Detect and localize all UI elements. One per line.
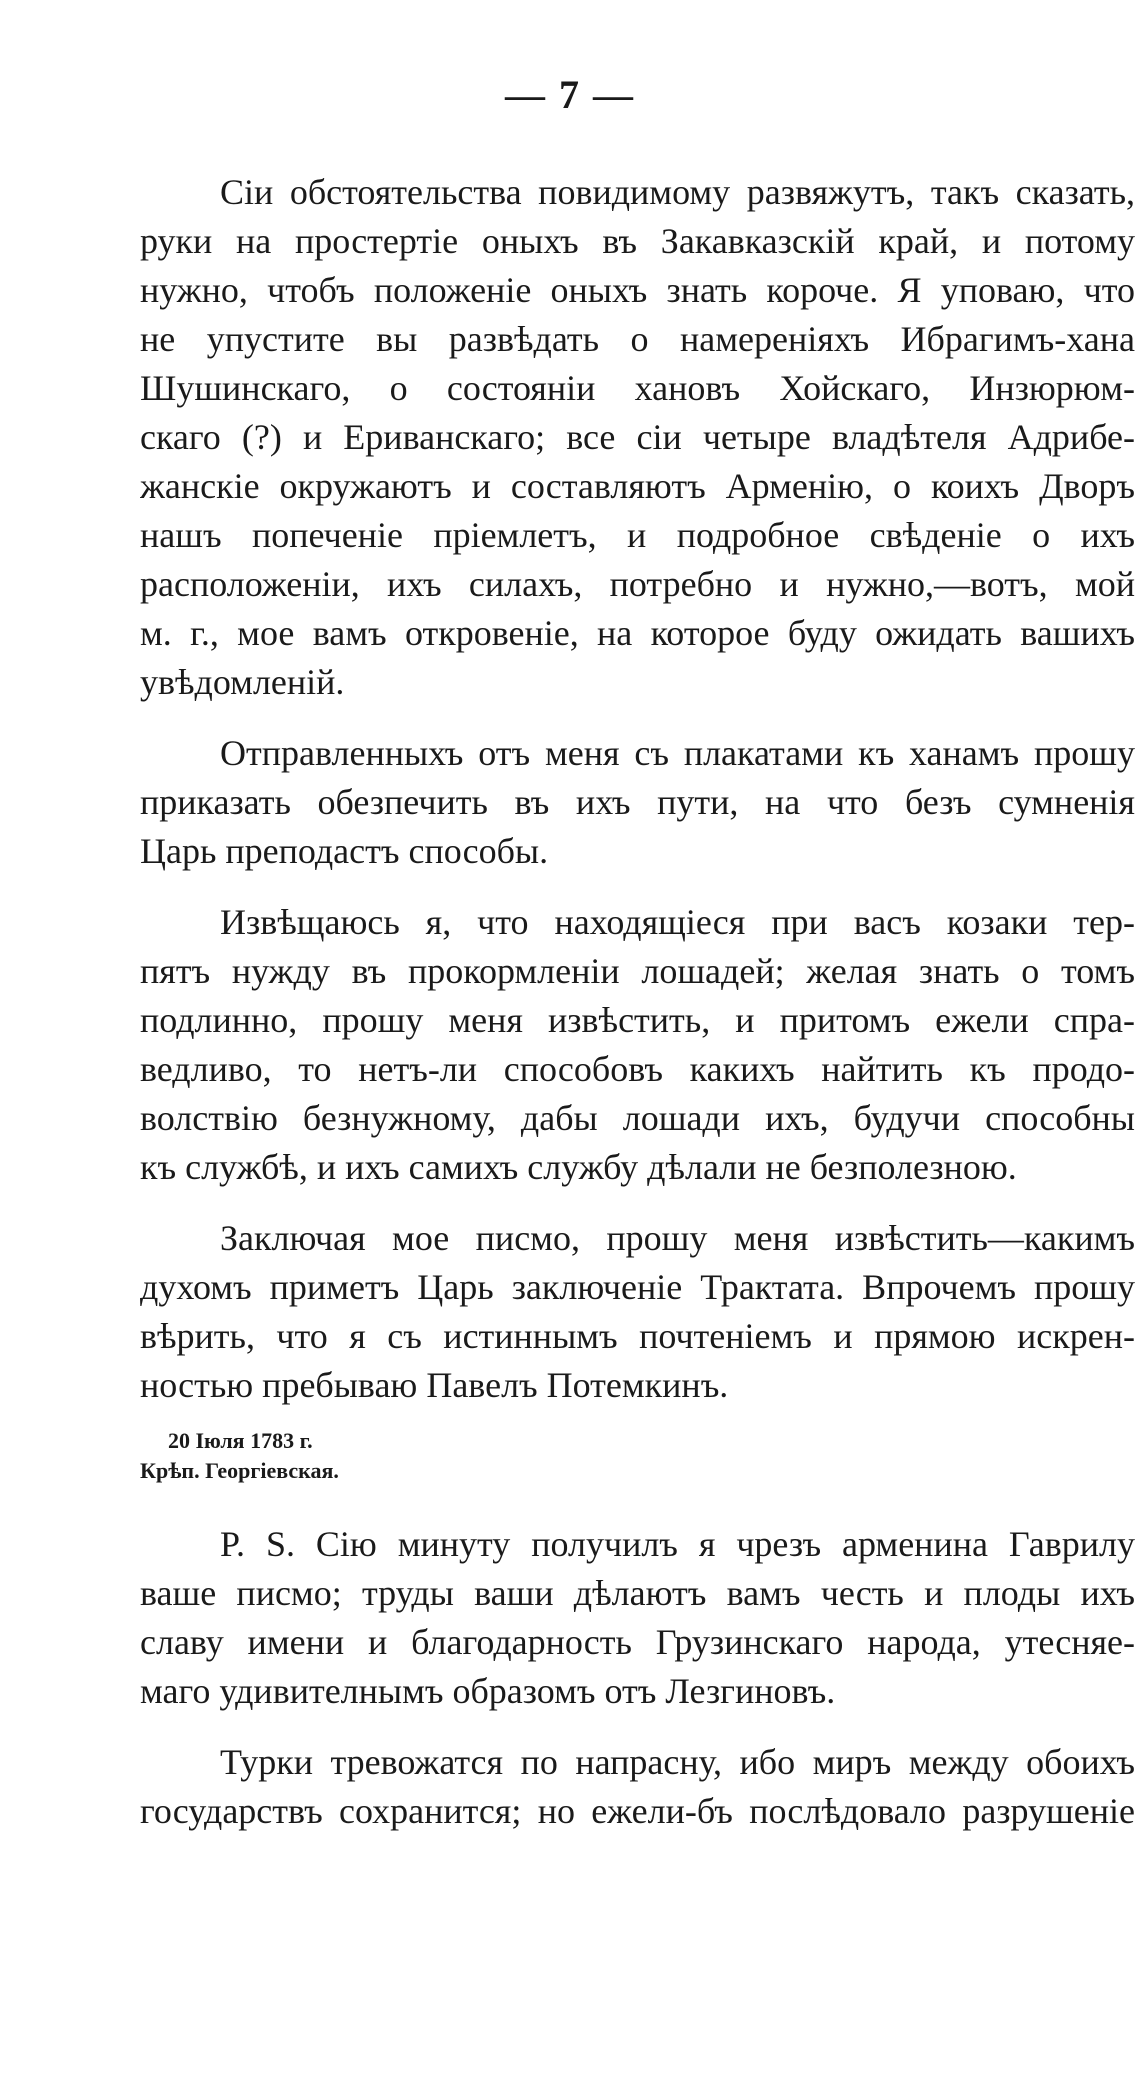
paragraph [140,729,1135,876]
text-line: м. г., мое вамъ откровеніе, на которое буду ожидать вашихъ [140,613,1135,653]
paragraph [140,168,1135,707]
date-place-signoff [140,1426,1135,1486]
text-line: Извѣщаюсь я, что находящіеся при васъ козаки тер- [220,902,1135,942]
paragraph [140,1520,1135,1716]
text-line: пятъ нужду въ прокормленіи лошадей; желая знать о томъ [140,951,1135,991]
text-line: приказать обезпечить въ ихъ пути, на что безъ сумненія [140,782,1135,822]
text-line: Шушинскаго, о состояніи хановъ Хойскаго, Инзюрюм- [140,368,1135,408]
text-line: Царь преподастъ способы. [140,831,549,871]
text-line: волствію безнужному, дабы лошади ихъ, будучи способны [140,1098,1135,1138]
text-line: государствъ сохранится; но ежели-бъ послѣдовало разрушеніе [140,1791,1135,1831]
text-line: Заключая мое писмо, прошу меня извѣстить—какимъ [220,1218,1135,1258]
paragraph [140,898,1135,1192]
text-line: увѣдомленій. [140,662,345,702]
text-line: жанскіе окружаютъ и составляютъ Арменію, о коихъ Дворъ [140,466,1135,506]
text-line: не упустите вы развѣдать о намереніяхъ Ибрагимъ-хана [140,319,1135,359]
text-line: славу имени и благодарность Грузинскаго народа, утесняе- [140,1622,1135,1662]
text-line: духомъ приметъ Царь заключеніе Трактата. Впрочемъ прошу [140,1267,1135,1307]
text-line: нужно, чтобъ положеніе оныхъ знать короче. Я уповаю, что [140,270,1135,310]
document-page [140,70,1135,1858]
text-line: ведливо, то нетъ-ли способовъ какихъ найтить къ продо- [140,1049,1135,1089]
text-line: подлинно, прошу меня извѣстить, и притомъ ежели спра- [140,1000,1135,1040]
text-line: ваше писмо; труды ваши дѣлаютъ вамъ честь и плоды ихъ [140,1573,1135,1613]
text-line: Сіи обстоятельства повидимому развяжутъ, такъ сказать, [220,172,1135,212]
paragraph [140,1214,1135,1410]
text-line: ностью пребываю Павелъ Потемкинъ. [140,1365,729,1405]
text-line: Турки тревожатся по напрасну, ибо миръ между обоихъ [220,1742,1135,1782]
text-line: Отправленныхъ отъ меня съ плакатами къ ханамъ прошу [220,733,1135,773]
text-line: руки на простертіе оныхъ въ Закавказскій край, и потому [140,221,1135,261]
letter-date: 20 Іюля 1783 г. [168,1428,313,1453]
page-number: — 7 — [505,72,635,117]
text-line: нашъ попеченіе пріемлетъ, и подробное свѣденіе о ихъ [140,515,1135,555]
text-line: скаго (?) и Ериванскаго; все сіи четыре владѣтеля Адрибе- [140,417,1135,457]
letter-body [140,168,1135,1836]
text-line: расположеніи, ихъ силахъ, потребно и нужно,—вотъ, мой [140,564,1135,604]
text-line: P. S. Сію минуту получилъ я чрезъ арменина Гаврилу [220,1524,1135,1564]
text-line: маго удивителнымъ образомъ отъ Лезгиновъ. [140,1671,836,1711]
letter-place: Крѣп. Георгіевская. [140,1458,339,1483]
text-line: вѣрить, что я съ истиннымъ почтеніемъ и прямою искрен- [140,1316,1135,1356]
paragraph [140,1738,1135,1836]
text-line: къ службѣ, и ихъ самихъ службу дѣлали не безполезною. [140,1147,1017,1187]
